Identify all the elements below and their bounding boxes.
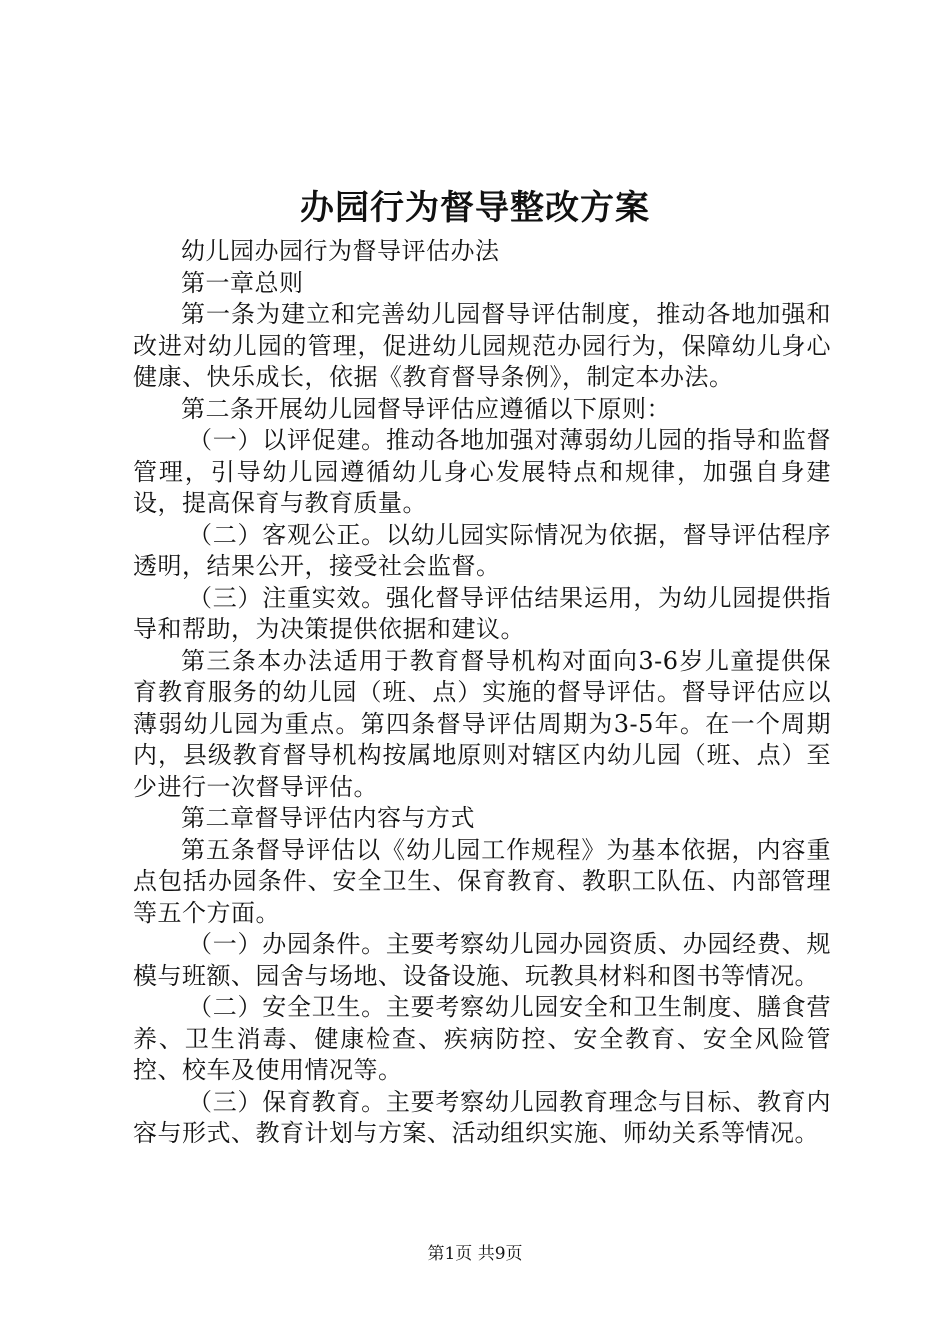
list-item: （三）保育教育。主要考察幼儿园教育理念与目标、教育内容与形式、教育计划与方案、活动组织实施、师幼关系等情况。 — [133, 1087, 831, 1147]
list-item: （一）以评促建。推动各地加强对薄弱幼儿园的指导和监督管理，引导幼儿园遵循幼儿身心发展特点和规律，加强自身建设，提高保育与教育质量。 — [133, 426, 831, 517]
list-item: （二）安全卫生。主要考察幼儿园安全和卫生制度、膳食营养、卫生消毒、健康检查、疾病防控、安全教育、安全风险管控、校车及使用情况等。 — [133, 993, 831, 1084]
paragraph: 幼儿园办园行为督导评估办法 — [181, 237, 500, 265]
list-item: （一）办园条件。主要考察幼儿园办园资质、办园经费、规模与班额、园舍与场地、设备设施、玩教具材料和图书等情况。 — [133, 930, 831, 990]
list-item: （二）客观公正。以幼儿园实际情况为依据，督导评估程序透明，结果公开，接受社会监督。 — [133, 520, 831, 580]
paragraph: 第三条本办法适用于教育督导机构对面向3-6岁儿童提供保育教育服务的幼儿园（班、点）实施的督导评估。督导评估应以薄弱幼儿园为重点。第四条督导评估周期为3-5年。在一个周期内，县级教育督导机构按属地原则对辖区内幼儿园（班、点）至少进行一次督导评估。 — [133, 646, 831, 801]
chapter-heading: 第二章督导评估内容与方式 — [181, 804, 475, 832]
paragraph: 第二条开展幼儿园督导评估应遵循以下原则： — [181, 394, 671, 423]
page-title: 办园行为督导整改方案 — [300, 188, 650, 228]
list-item: （三）注重实效。强化督导评估结果运用，为幼儿园提供指导和帮助，为决策提供依据和建议。 — [133, 583, 831, 643]
paragraph: 第一条为建立和完善幼儿园督导评估制度，推动各地加强和改进对幼儿园的管理，促进幼儿园规范办园行为，保障幼儿身心健康、快乐成长，依据《教育督导条例》，制定本办法。 — [133, 300, 831, 391]
chapter-heading: 第一章总则 — [181, 268, 304, 297]
document-body — [133, 236, 831, 1150]
page-number-footer: 第1页 共9页 — [427, 1244, 523, 1264]
paragraph: 第五条督导评估以《幼儿园工作规程》为基本依据，内容重点包括办园条件、安全卫生、保育教育、教职工队伍、内部管理等五个方面。 — [133, 835, 831, 927]
